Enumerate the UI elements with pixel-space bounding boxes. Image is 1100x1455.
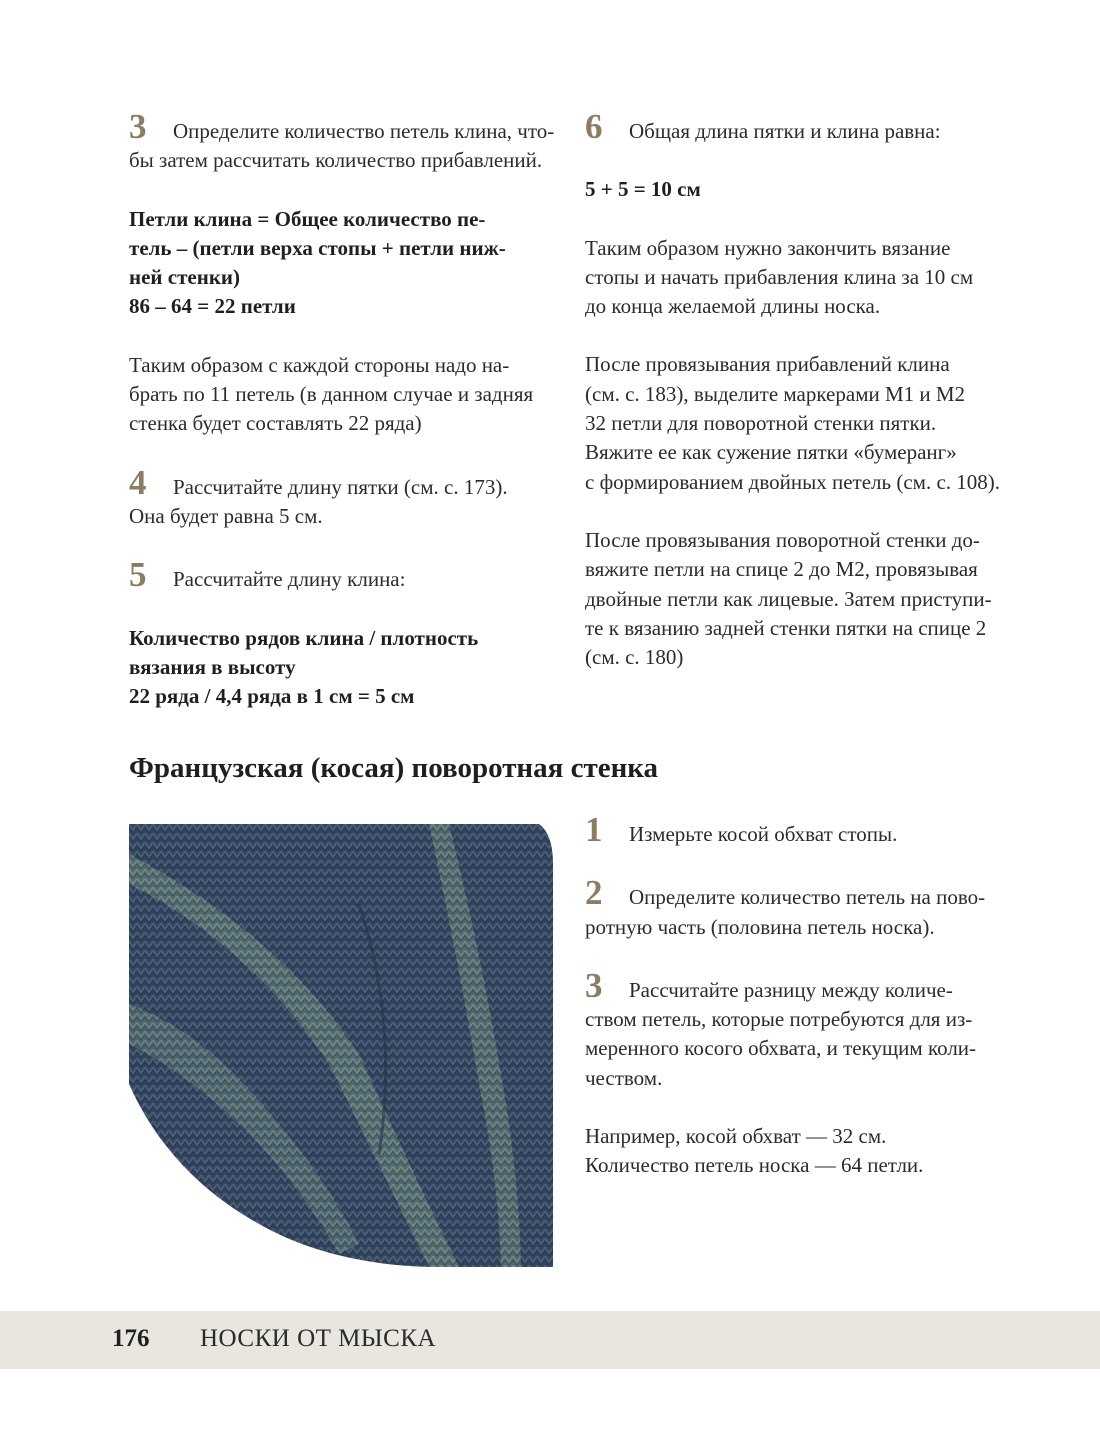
step-number: 3 (585, 965, 603, 1005)
step-text-line: ством петель, которые потребуются для из- (585, 1007, 973, 1032)
text-line: стенка будет составлять 22 ряда) (129, 411, 422, 436)
step-text-line: ротную часть (половина петель носка). (585, 914, 935, 939)
step-text-line: Она будет равна 5 см. (129, 503, 323, 528)
paragraph (129, 351, 557, 439)
text-line: Таким образом нужно закончить вязание (585, 235, 951, 260)
right-column-lower (585, 810, 1005, 1181)
step-text-line: Рассчитайте длину клина: (173, 567, 406, 592)
text-line: Количество петель носка — 64 петли. (585, 1153, 924, 1178)
step-text-line: Общая длина пятки и клина равна: (629, 119, 941, 143)
page-footer-band (0, 1311, 1100, 1369)
text-line: стопы и начать прибавления клина за 10 см (585, 264, 974, 289)
text-line: с формированием двойных петель (см. с. 108). (585, 469, 1001, 494)
french-step-3 (585, 965, 1005, 1093)
step-text-line: бы затем рассчитать количество прибавлений. (129, 148, 543, 173)
formula-result: 86 – 64 = 22 петли (129, 294, 296, 319)
sock-photo-illustration (129, 824, 553, 1267)
step-text-line: чеством. (585, 1065, 663, 1090)
formula-line: ней стенки) (129, 265, 241, 290)
text-line: После провязывания прибавлений клина (585, 352, 950, 377)
formula-result: 22 ряда / 4,4 ряда в 1 см = 5 см (129, 684, 415, 709)
paragraph (585, 234, 1005, 322)
text-line: (см. с. 183), выделите маркерами М1 и М2 (585, 381, 966, 406)
text-line: Таким образом с каждой стороны надо на- (129, 352, 510, 377)
step-number: 5 (129, 555, 147, 595)
text-line: (см. с. 180) (585, 645, 684, 670)
step-4 (129, 462, 557, 532)
step-text-line: Рассчитайте длину пятки (см. с. 173). (173, 474, 508, 499)
step-text-line: Определите количество петель клина, что- (173, 119, 555, 143)
text-line: 32 петли для поворотной стенки пятки. (585, 411, 937, 436)
step-number: 1 (585, 810, 603, 849)
section-heading: Французская (косая) поворотная стенка (129, 752, 659, 784)
formula-line: Количество рядов клина / плотность (129, 625, 479, 650)
formula-block (129, 205, 557, 322)
step-text-line: Рассчитайте разницу между количе- (629, 977, 953, 1002)
running-footer-title: НОСКИ ОТ МЫСКА (200, 1325, 437, 1352)
text-line: те к вязанию задней стенки пятки на спице 2 (585, 615, 987, 640)
text-line: до конца желаемой длины носка. (585, 294, 881, 319)
text-line: Вяжите ее как сужение пятки «бумеранг» (585, 440, 957, 465)
paragraph (585, 526, 1005, 672)
step-number: 3 (129, 107, 147, 146)
step-6 (585, 107, 1005, 146)
formula-line: Петли клина = Общее количество пе- (129, 206, 486, 231)
paragraph (585, 350, 1005, 496)
text-line: брать по 11 петель (в данном случае и задняя (129, 382, 534, 407)
text-line: двойные петли как лицевые. Затем приступи- (585, 586, 992, 611)
formula-line: вязания в высоту (129, 654, 296, 679)
formula-line: тель – (петли верха стопы + петли ниж- (129, 235, 506, 260)
left-column (129, 107, 557, 711)
step-text-line: меренного косого обхвата, и текущим коли- (585, 1036, 977, 1061)
text-line: вяжите петли на спице 2 до М2, провязывая (585, 557, 978, 582)
french-step-1 (585, 810, 1005, 849)
text-line: Например, косой обхват — 32 см. (585, 1124, 887, 1149)
sum-formula: 5 + 5 = 10 см (585, 177, 701, 202)
example-paragraph (585, 1122, 1005, 1181)
step-3 (129, 107, 557, 176)
formula-block-2 (129, 624, 557, 712)
knitted-sock-heel-photo (129, 824, 553, 1267)
text-line: После провязывания поворотной стенки до- (585, 527, 980, 552)
step-text-line: Определите количество петель на пово- (629, 885, 986, 910)
step-5 (129, 555, 557, 595)
french-step-2 (585, 873, 1005, 942)
right-column (585, 107, 1005, 672)
step-text-line: Измерьте косой обхват стопы. (629, 822, 898, 846)
step-number: 2 (585, 873, 603, 913)
page-number: 176 (112, 1325, 150, 1352)
step-number: 4 (129, 462, 147, 502)
step-number: 6 (585, 107, 603, 146)
